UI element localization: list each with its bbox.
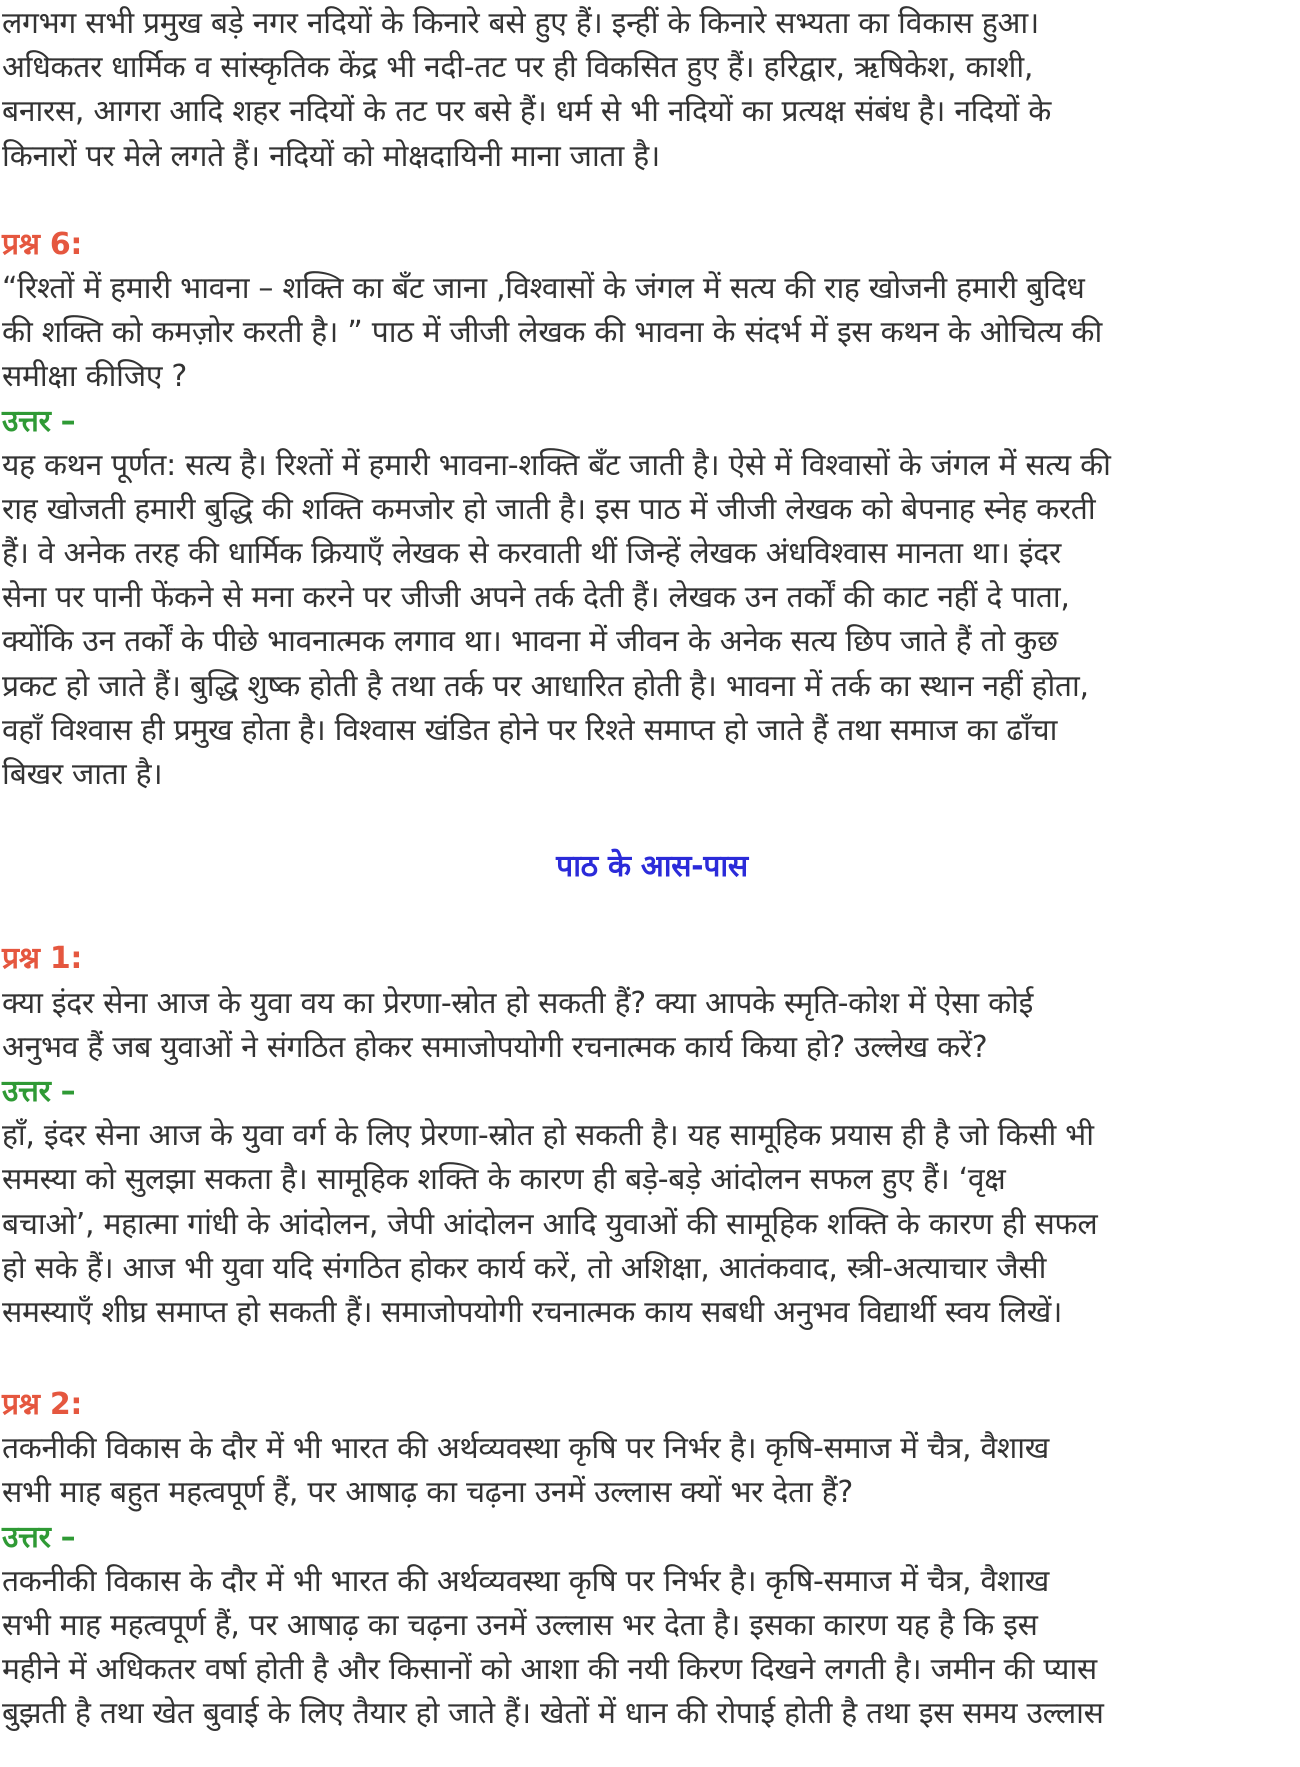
text-line: हैं। वे अनेक तरह की धार्मिक क्रियाएँ लेखक से करवाती थीं जिन्हें लेखक अंधविश्वास मानता था। इंदर [2,536,1061,572]
section-heading: पाठ के आस-पास [556,849,748,885]
text-line: सभी माह बहुत महत्वपूर्ण हैं, पर आषाढ़ का चढ़ना उनमें उल्लास क्यों भर देता हैं? [2,1475,854,1511]
text-line: बुझती है तथा खेत बुवाई के लिए तैयार हो जाते हैं। खेतों में धान की रोपाई होती है तथा इस समय उल्लास [2,1696,1104,1732]
text-line: “रिश्तों में हमारी भावना – शक्ति का बँट जाना ,विश्वासों के जंगल में सत्य की राह खोजनी हमारी बुदिध [2,270,1085,306]
question-6 [2,223,1300,797]
text-line: तकनीकी विकास के दौर में भी भारत की अर्थव्यवस्था कृषि पर निर्भर है। कृषि-समाज में चैत्र, वैशाख [2,1563,1050,1599]
text-line: अधिकतर धार्मिक व सांस्कृतिक केंद्र भी नदी-तट पर ही विकसित हुए हैं। हरिद्वार, ऋषिकेश, काशी, [2,50,1034,86]
text-line: हो सके हैं। आज भी युवा यदि संगठित होकर कार्य करें, तो अशिक्षा, आतंकवाद, स्त्री-अत्याचार जैसी [2,1250,1047,1286]
text-line: बनारस, आगरा आदि शहर नदियों के तट पर बसे हैं। धर्म से भी नदियों का प्रत्यक्ष संबंध है। नदियों के [2,94,1051,130]
text-line: बिखर जाता है। [2,757,163,792]
text-line: तकनीकी विकास के दौर में भी भारत की अर्थव्यवस्था कृषि पर निर्भर है। कृषि-समाज में चैत्र, वैशाख [2,1431,1050,1467]
intro-paragraph [2,2,1300,179]
text-line: वहाँ विश्वास ही प्रमुख होता है। विश्वास खंडित होने पर रिश्ते समाप्त हो जाते हैं तथा समाज का ढाँचा [2,712,1058,748]
question-2 [2,1383,1300,1737]
text-line: राह खोजती हमारी बुद्धि की शक्ति कमजोर हो जाती है। इस पाठ में जीजी लेखक को बेपनाह स्नेह करती [2,491,1096,527]
answer-label: उत्तर – [2,1073,76,1109]
question-label: प्रश्न 1: [2,941,83,977]
text-line: क्या इंदर सेना आज के युवा वय का प्रेरणा-स्रोत हो सकती हैं? क्या आपके स्मृति-कोश में ऐसा कोई [2,985,1034,1021]
text-line: समस्याएँ शीघ्र समाप्त हो सकती हैं। समाजोपयोगी रचनात्मक काय सबधी अनुभव विद्यार्थी स्वय लिखें। [2,1294,1063,1330]
text-line: बचाओ’, महात्मा गांधी के आंदोलन, जेपी आंदोलन आदि युवाओं की सामूहिक शक्ति के कारण ही सफल [2,1206,1098,1242]
text-line: लगभग सभी प्रमुख बड़े नगर नदियों के किनारे बसे हुए हैं। इन्हीं के किनारे सभ्यता का विकास हुआ। [2,6,1039,41]
answer-text [2,444,1300,798]
question-1 [2,937,1300,1335]
text-line: महीने में अधिकतर वर्षा होती है और किसानों को आशा की नयी किरण दिखने लगती है। जमीन की प्यास [2,1652,1097,1688]
answer-text [2,1560,1300,1737]
text-line: समस्या को सुलझा सकता है। सामूहिक शक्ति के कारण ही बड़े-बड़े आंदोलन सफल हुए हैं। ‘वृक्ष [2,1162,1006,1198]
question-text [2,267,1300,400]
answer-label: उत्तर – [2,403,76,439]
text-line: क्योंकि उन तर्कों के पीछे भावनात्मक लगाव था। भावना में जीवन के अनेक सत्य छिप जाते हैं तो कुछ [2,624,1058,660]
text-line: प्रकट हो जाते हैं। बुद्धि शुष्क होती है तथा तर्क पर आधारित होती है। भावना में तर्क का स्थान नहीं होता, [2,668,1089,704]
text-line: अनुभव हैं जब युवाओं ने संगठित होकर समाजोपयोगी रचनात्मक कार्य किया हो? उल्लेख करें? [2,1029,988,1065]
text-line: समीक्षा कीजिए ? [2,359,187,395]
text-line: की शक्ति को कमज़ोर करती है। ” पाठ में जीजी लेखक की भावना के संदर्भ में इस कथन के ओचित्य की [2,315,1102,351]
text-line: सेना पर पानी फेंकने से मना करने पर जीजी अपने तर्क देती हैं। लेखक उन तर्कों की काट नहीं दे पाता, [2,580,1070,616]
answer-text [2,1114,1300,1335]
question-label: प्रश्न 2: [2,1387,83,1423]
text-line: यह कथन पूर्णत: सत्य है। रिश्तों में हमारी भावना-शक्ति बँट जाती है। ऐसे में विश्वासों के जंगल में सत्य की [2,447,1111,483]
question-text [2,982,1300,1070]
text-line: हाँ, इंदर सेना आज के युवा वर्ग के लिए प्रेरणा-स्रोत हो सकती है। यह सामूहिक प्रयास ही है जो किसी भी [2,1118,1094,1154]
question-text [2,1427,1300,1515]
text-line: किनारों पर मेले लगते हैं। नदियों को मोक्षदायिनी माना जाता है। [2,138,660,174]
text-line: सभी माह महत्वपूर्ण हैं, पर आषाढ़ का चढ़ना उनमें उल्लास भर देता है। इसका कारण यह है कि इस [2,1608,1038,1643]
answer-label: उत्तर – [2,1519,76,1555]
question-label: प्रश्न 6: [2,226,83,262]
